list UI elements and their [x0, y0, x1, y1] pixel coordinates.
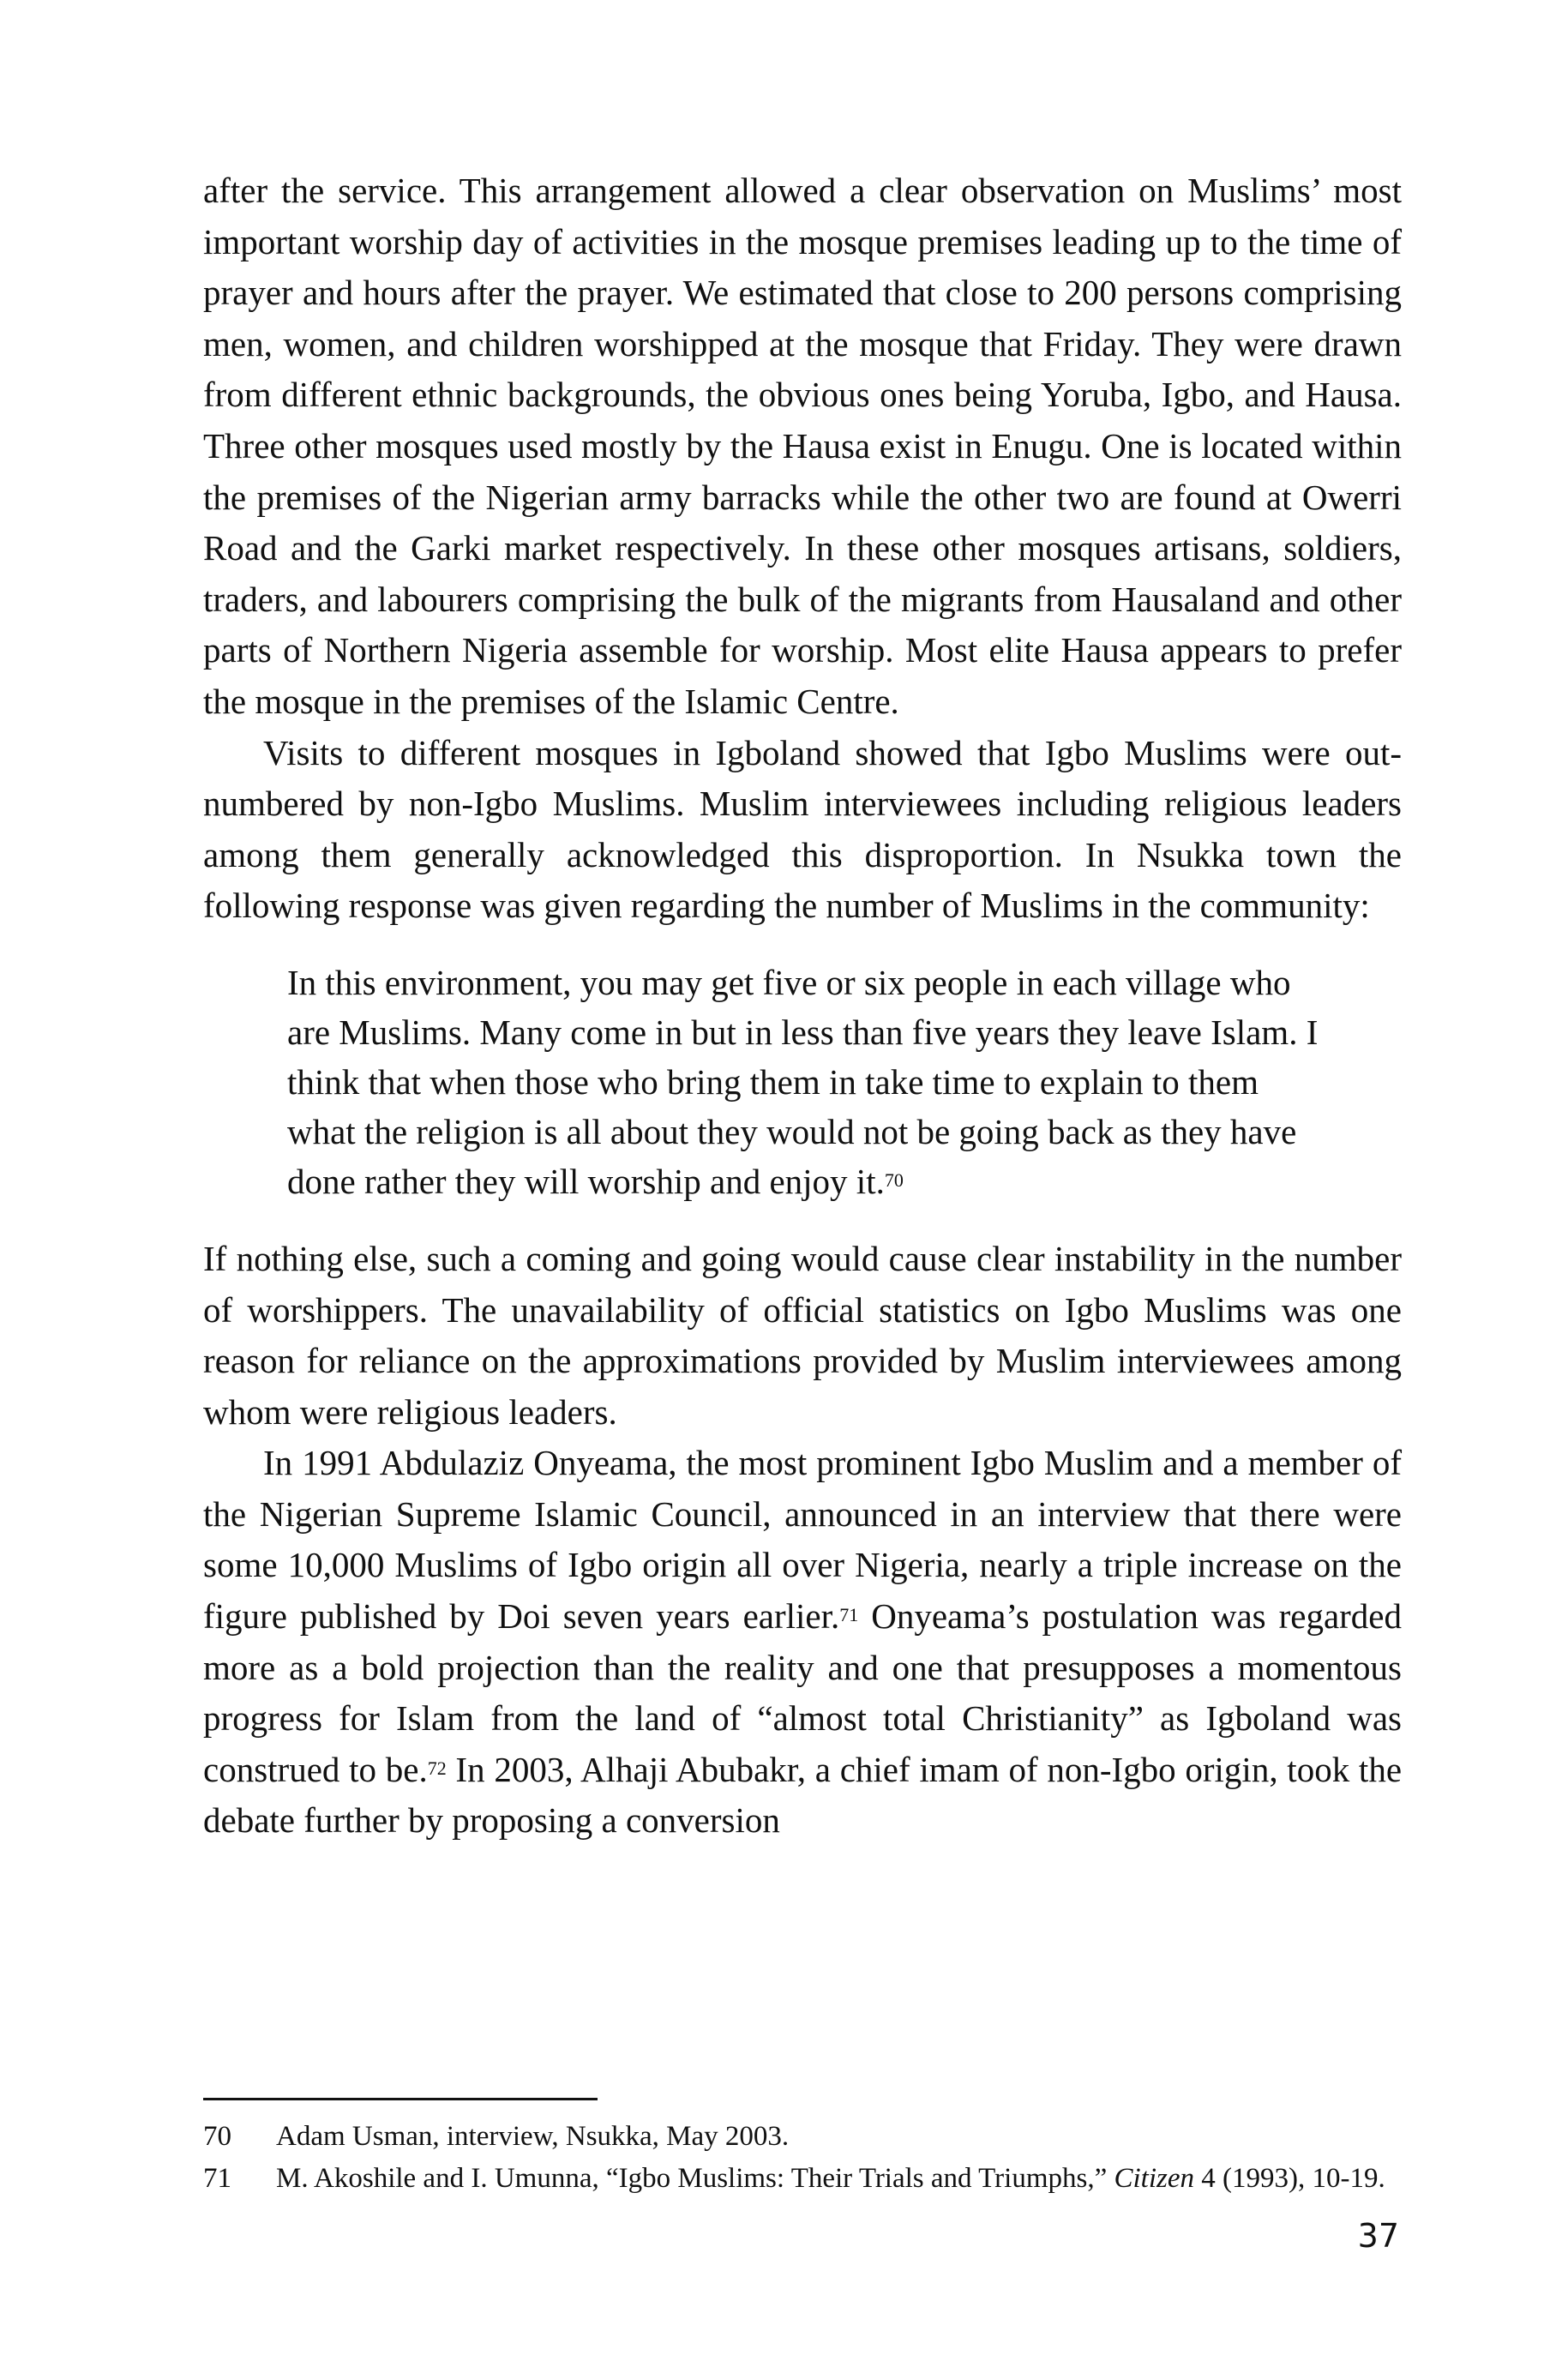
footnote-number: 70	[203, 2121, 231, 2152]
paragraph-1: after the service. This arrangement allowed a clear observation on Muslims’ most important worship day of activities in the mosque premises leading up to the time of prayer and hours after the prayer. We estimated that close to 200 persons comprising men, women, and children worshipped at the mosque that Friday. They were drawn from different ethnic backgrounds, the obvious ones being Yoruba, Igbo, and Hausa. Three other mosques used mostly by the Hausa exist in Enugu. One is located within the premises of the Nigerian army barracks while the other two are found at Owerri Road and the Garki market respectively. In these other mosques artisans, soldiers, traders, and labourers comprising the bulk of the migrants from Hausaland and other parts of Northern Nigeria assemble for worship. Most elite Hausa appears to prefer the mosque in the premises of the Islamic Centre.	[203, 171, 1402, 721]
footnote-70	[203, 2116, 1402, 2158]
footnote-text: Adam Usman, interview, Nsukka, May 2003.	[276, 2121, 790, 2152]
paragraph-3: If nothing else, such a coming and going would cause clear instability in the number of worshippers. The unavailability of official statistics on Igbo Muslims was one reason for reliance on the approximations provided by Muslim interviewees among whom were religious leaders.	[203, 1238, 1402, 1432]
paragraph-4-part-b: Onyeama’s postulation was regarded more as a bold projection than the reality and one that presupposes a momentous progress for Islam from the land of “almost total Christianity” as Igboland was construed to be.	[203, 1596, 1402, 1789]
footnote-text-part-b: 4 (1993), 10-19.	[1194, 2163, 1385, 2194]
block-quote	[287, 958, 1320, 1206]
block-quote-text: In this environment, you may get five or six people in each village who are Muslims. Many come in but in less than five years they leave Islam. I think that when those who bring them in take time to explain to them what the religion is all about they would not be going back as they have done rather they will worship and enjoy it.	[287, 962, 1319, 1201]
paragraph-4	[203, 1438, 1402, 1847]
footnote-ref-70[interactable]: 70	[884, 1168, 904, 1191]
footnote-text	[276, 2158, 1402, 2200]
paragraph-2: Visits to different mosques in Igboland showed that Igbo Muslims were outnumbered by non-Igbo Muslims. Muslim interviewees including religious leaders among them generally acknowledged this disproportion. In Nsukka town the following response was given regarding the number of Muslims in the community:	[203, 732, 1402, 926]
journal-title: Citizen	[1114, 2163, 1195, 2194]
footnote-71	[203, 2158, 1402, 2200]
footnote-divider	[203, 2098, 598, 2100]
footnote-ref-71[interactable]: 71	[839, 1604, 859, 1626]
paragraph-4-part-a: In 1991 Abdulaziz Onyeama, the most prominent Igbo Muslim and a member of the Nigerian Supreme Islamic Council, announced in an interview that there were some 10,000 Muslims of Igbo origin all over Nigeria, nearly a triple increase on the figure published by Doi seven years earlier.	[203, 1443, 1402, 1637]
paragraph-4-part-c: In 2003, Alhaji Abubakr, a chief imam of non-Igbo origin, took the debate further by proposing a conversion	[203, 1749, 1403, 1841]
page-number: 37	[1357, 2217, 1399, 2255]
footnote-number: 71	[203, 2163, 231, 2194]
footnotes	[203, 2116, 1402, 2200]
body-text	[203, 165, 1402, 1847]
footnote-ref-72[interactable]: 72	[427, 1757, 447, 1779]
footnote-text-part-a: M. Akoshile and I. Umunna, “Igbo Muslims: Their Trials and Triumphs,”	[276, 2163, 1114, 2194]
